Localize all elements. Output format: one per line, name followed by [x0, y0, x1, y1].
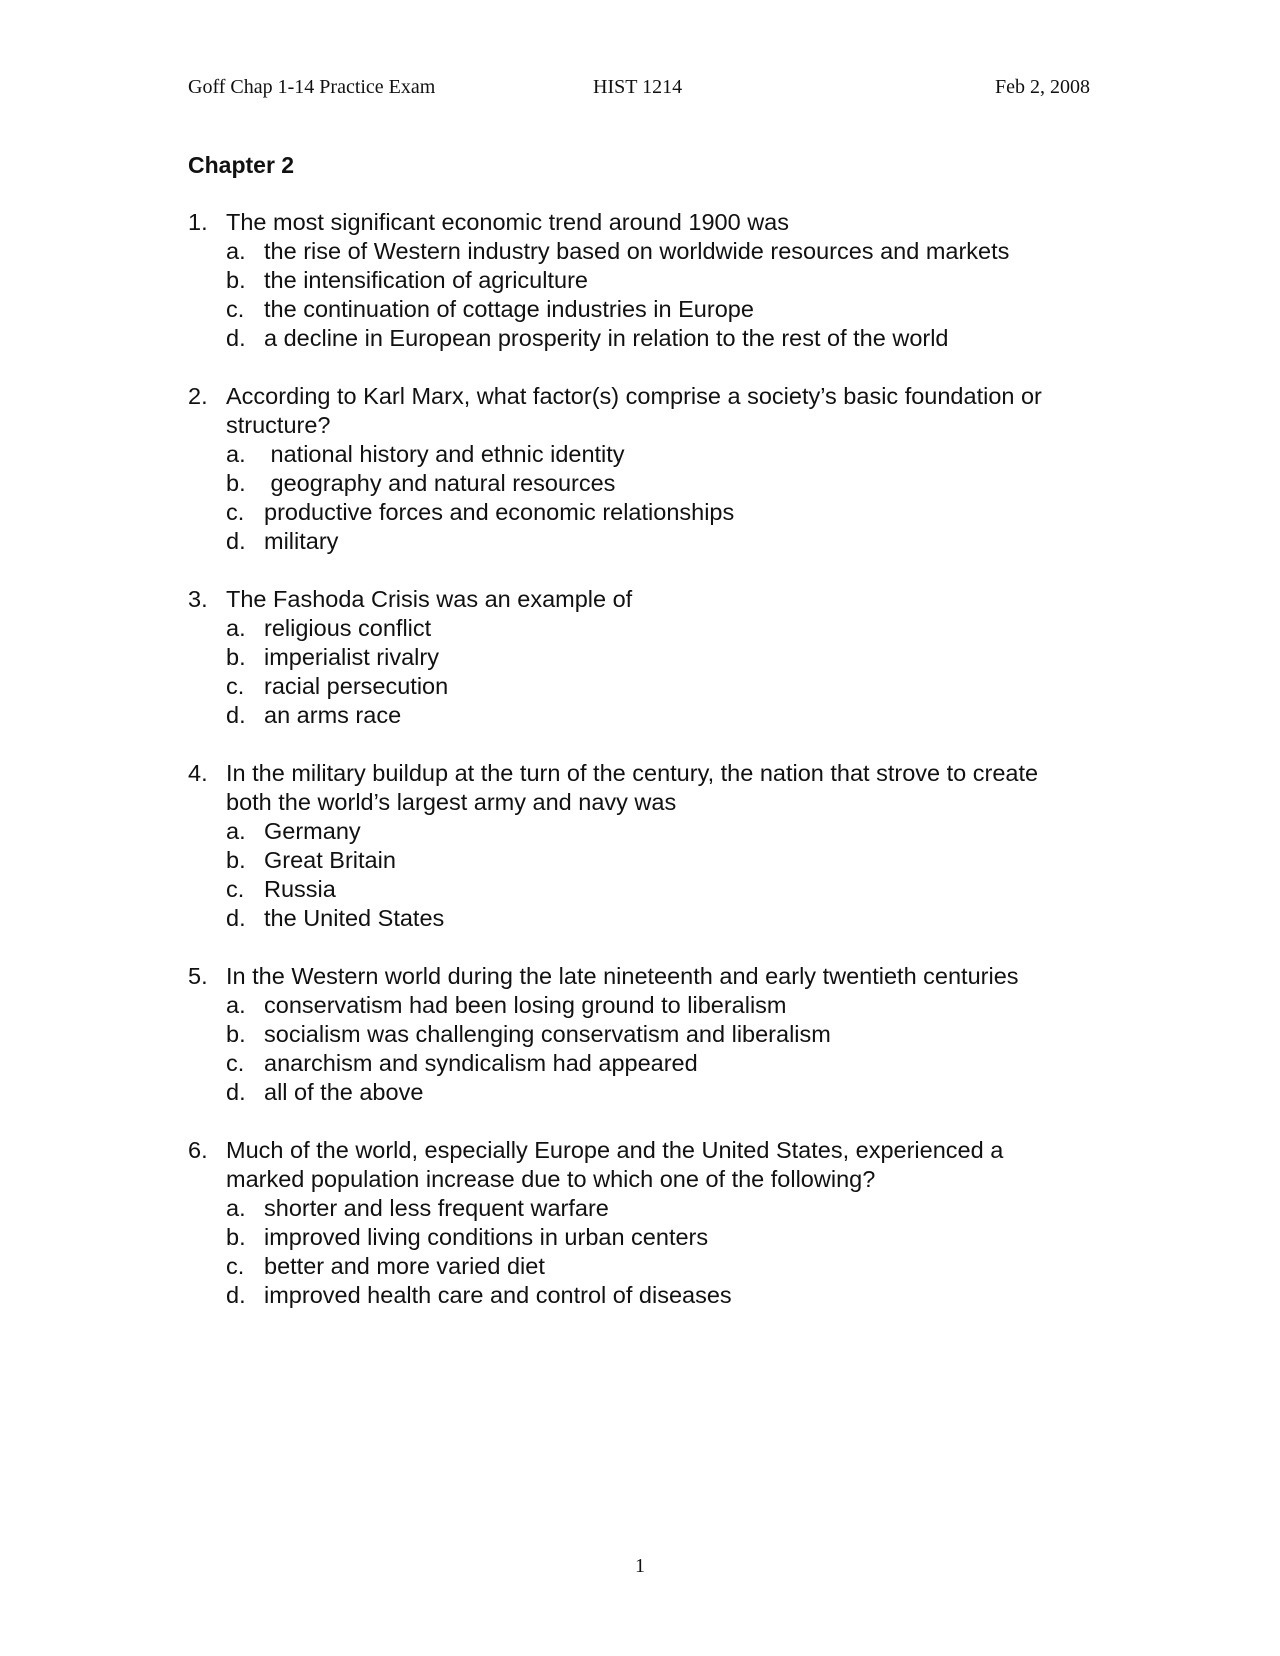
option-letter: c.	[226, 1050, 245, 1076]
answer-option	[226, 817, 1088, 846]
answer-option	[226, 904, 1088, 933]
option-text: Germany	[264, 818, 361, 844]
question-number: 6.	[188, 1137, 208, 1163]
answer-option	[226, 1252, 1088, 1281]
option-letter: a.	[226, 992, 246, 1018]
question-item	[188, 1136, 1088, 1310]
header-course-code: HIST 1214	[593, 76, 683, 98]
option-text: Great Britain	[264, 847, 396, 873]
answer-option	[226, 614, 1088, 643]
option-letter: d.	[226, 528, 246, 554]
option-letter: b.	[226, 470, 246, 496]
option-letter: b.	[226, 847, 246, 873]
option-letter: d.	[226, 325, 246, 351]
option-text: socialism was challenging conservatism and liberalism	[264, 1021, 831, 1047]
question-list	[188, 208, 1088, 1339]
answer-option	[226, 1020, 1088, 1049]
option-letter: a.	[226, 441, 246, 467]
question-number: 4.	[188, 760, 208, 786]
option-letter: a.	[226, 1195, 246, 1221]
chapter-title: Chapter 2	[188, 152, 295, 178]
option-letter: c.	[226, 296, 245, 322]
option-text: improved health care and control of diseases	[264, 1282, 732, 1308]
answer-option	[226, 672, 1088, 701]
question-item	[188, 585, 1088, 730]
option-text: racial persecution	[264, 673, 449, 699]
page-number: 1	[635, 1555, 645, 1577]
question-item	[188, 759, 1088, 933]
answer-option	[226, 527, 1088, 556]
option-letter: a.	[226, 818, 246, 844]
answer-option	[226, 701, 1088, 730]
option-text: national history and ethnic identity	[264, 441, 625, 467]
answer-option	[226, 237, 1088, 266]
answer-option	[226, 875, 1088, 904]
option-text: productive forces and economic relationships	[264, 499, 735, 525]
question-number: 3.	[188, 586, 208, 612]
option-text: Russia	[264, 876, 336, 902]
question-item	[188, 208, 1088, 353]
option-text: conservatism had been losing ground to liberalism	[264, 992, 787, 1018]
option-letter: d.	[226, 702, 246, 728]
header-date: Feb 2, 2008	[995, 76, 1090, 98]
question-text: According to Karl Marx, what factor(s) comprise a society’s basic foundation or structure?	[226, 383, 1042, 438]
option-letter: b.	[226, 1021, 246, 1047]
answer-option	[226, 498, 1088, 527]
header-course-title: Goff Chap 1-14 Practice Exam	[188, 76, 436, 98]
answer-option	[226, 1281, 1088, 1310]
option-text: the United States	[264, 905, 445, 931]
page-header	[188, 76, 1090, 102]
answer-option	[226, 324, 1088, 353]
option-text: better and more varied diet	[264, 1253, 545, 1279]
option-text: improved living conditions in urban centers	[264, 1224, 709, 1250]
answer-option	[226, 846, 1088, 875]
option-text: an arms race	[264, 702, 402, 728]
question-text: Much of the world, especially Europe and the United States, experienced a marked population increase due to which one of the following?	[226, 1137, 1004, 1192]
option-letter: b.	[226, 644, 246, 670]
option-text: anarchism and syndicalism had appeared	[264, 1050, 698, 1076]
answer-option	[226, 643, 1088, 672]
option-text: religious conflict	[264, 615, 432, 641]
answer-option	[226, 295, 1088, 324]
option-letter: d.	[226, 1282, 246, 1308]
option-letter: c.	[226, 876, 245, 902]
answer-option	[226, 1223, 1088, 1252]
question-item	[188, 382, 1088, 556]
answer-option	[226, 1078, 1088, 1107]
option-text: geography and natural resources	[264, 470, 616, 496]
option-text: imperialist rivalry	[264, 644, 439, 670]
option-text: the intensification of agriculture	[264, 267, 588, 293]
question-text: The most significant economic trend around 1900 was	[226, 209, 790, 235]
question-text: The Fashoda Crisis was an example of	[226, 586, 633, 612]
option-text: the rise of Western industry based on worldwide resources and markets	[264, 238, 1010, 264]
option-letter: b.	[226, 267, 246, 293]
option-letter: d.	[226, 1079, 246, 1105]
question-item	[188, 962, 1088, 1107]
answer-option	[226, 440, 1088, 469]
question-text: In the Western world during the late nineteenth and early twentieth centuries	[226, 963, 1019, 989]
answer-option	[226, 266, 1088, 295]
option-text: a decline in European prosperity in relation to the rest of the world	[264, 325, 949, 351]
answer-option	[226, 1194, 1088, 1223]
option-letter: d.	[226, 905, 246, 931]
option-letter: c.	[226, 1253, 245, 1279]
question-number: 1.	[188, 209, 208, 235]
option-letter: a.	[226, 615, 246, 641]
option-text: shorter and less frequent warfare	[264, 1195, 609, 1221]
answer-option	[226, 991, 1088, 1020]
question-number: 5.	[188, 963, 208, 989]
option-letter: c.	[226, 499, 245, 525]
option-letter: a.	[226, 238, 246, 264]
question-text: In the military buildup at the turn of the century, the nation that strove to create both the world’s largest army and navy was	[226, 760, 1039, 815]
option-letter: b.	[226, 1224, 246, 1250]
answer-option	[226, 1049, 1088, 1078]
option-text: military	[264, 528, 339, 554]
answer-option	[226, 469, 1088, 498]
question-number: 2.	[188, 383, 208, 409]
option-text: the continuation of cottage industries in Europe	[264, 296, 754, 322]
option-letter: c.	[226, 673, 245, 699]
option-text: all of the above	[264, 1079, 424, 1105]
